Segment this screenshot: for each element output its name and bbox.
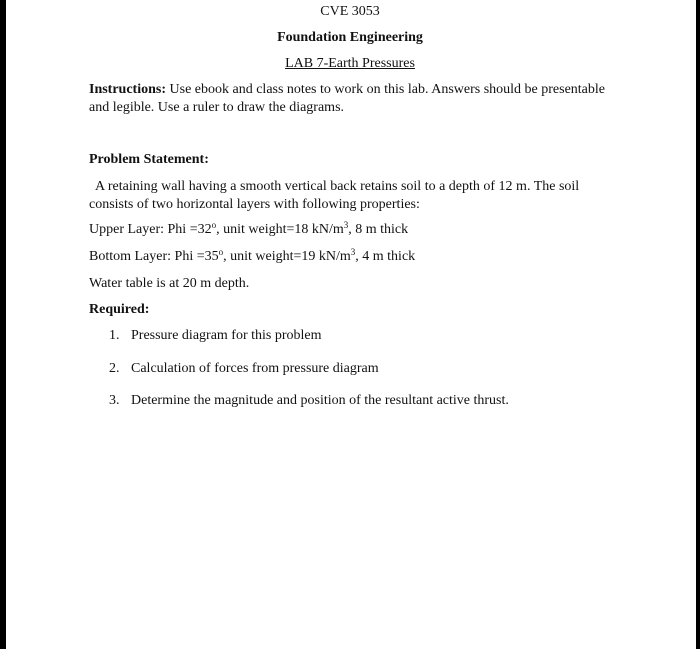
bottom-layer-properties	[89, 248, 415, 266]
instructions-paragraph	[89, 81, 609, 117]
subject-title: Foundation Engineering	[277, 30, 423, 45]
required-item-text: Determine the magnitude and position of the resultant active thrust.	[131, 393, 509, 408]
required-item-text: Pressure diagram for this problem	[131, 328, 322, 343]
required-item	[109, 327, 322, 345]
bottom-layer-prefix: Bottom Layer: Phi =35	[89, 249, 219, 264]
required-heading: Required:	[89, 302, 150, 317]
problem-heading: Problem Statement:	[89, 152, 209, 167]
required-item	[109, 360, 379, 378]
upper-layer-exponent: 3	[343, 220, 349, 230]
instructions-label: Instructions:	[89, 82, 167, 97]
bottom-layer-degree: o	[218, 247, 224, 257]
bottom-layer-thickness: , 4 m thick	[355, 249, 416, 264]
course-code: CVE 3053	[320, 4, 380, 19]
required-item-text: Calculation of forces from pressure diagram	[131, 361, 379, 376]
water-table-note: Water table is at 20 m depth.	[89, 276, 250, 291]
required-item-number: 1.	[109, 328, 120, 343]
problem-statement: A retaining wall having a smooth vertical back retains soil to a depth of 12 m. The soil consists of two horizontal layers with following properties:	[89, 179, 580, 212]
upper-layer-unit-weight: , unit weight=18 kN/m	[216, 222, 344, 237]
upper-layer-degree: o	[211, 220, 217, 230]
upper-layer-prefix: Upper Layer: Phi =32	[89, 222, 212, 237]
required-item	[109, 392, 509, 410]
upper-layer-thickness: , 8 m thick	[348, 222, 409, 237]
left-border	[0, 0, 6, 649]
instructions-text: Use ebook and class notes to work on this lab. Answers should be presentable and legible. Use a ruler to draw the diagrams.	[89, 82, 605, 115]
lab-title-text: LAB 7-Earth Pressures	[285, 56, 415, 71]
required-item-number: 3.	[109, 393, 120, 408]
bottom-layer-unit-weight: , unit weight=19 kN/m	[223, 249, 351, 264]
upper-layer-properties	[89, 221, 408, 239]
right-border	[696, 0, 700, 649]
lab-title	[0, 55, 700, 73]
bottom-layer-exponent: 3	[350, 247, 356, 257]
required-item-number: 2.	[109, 361, 120, 376]
